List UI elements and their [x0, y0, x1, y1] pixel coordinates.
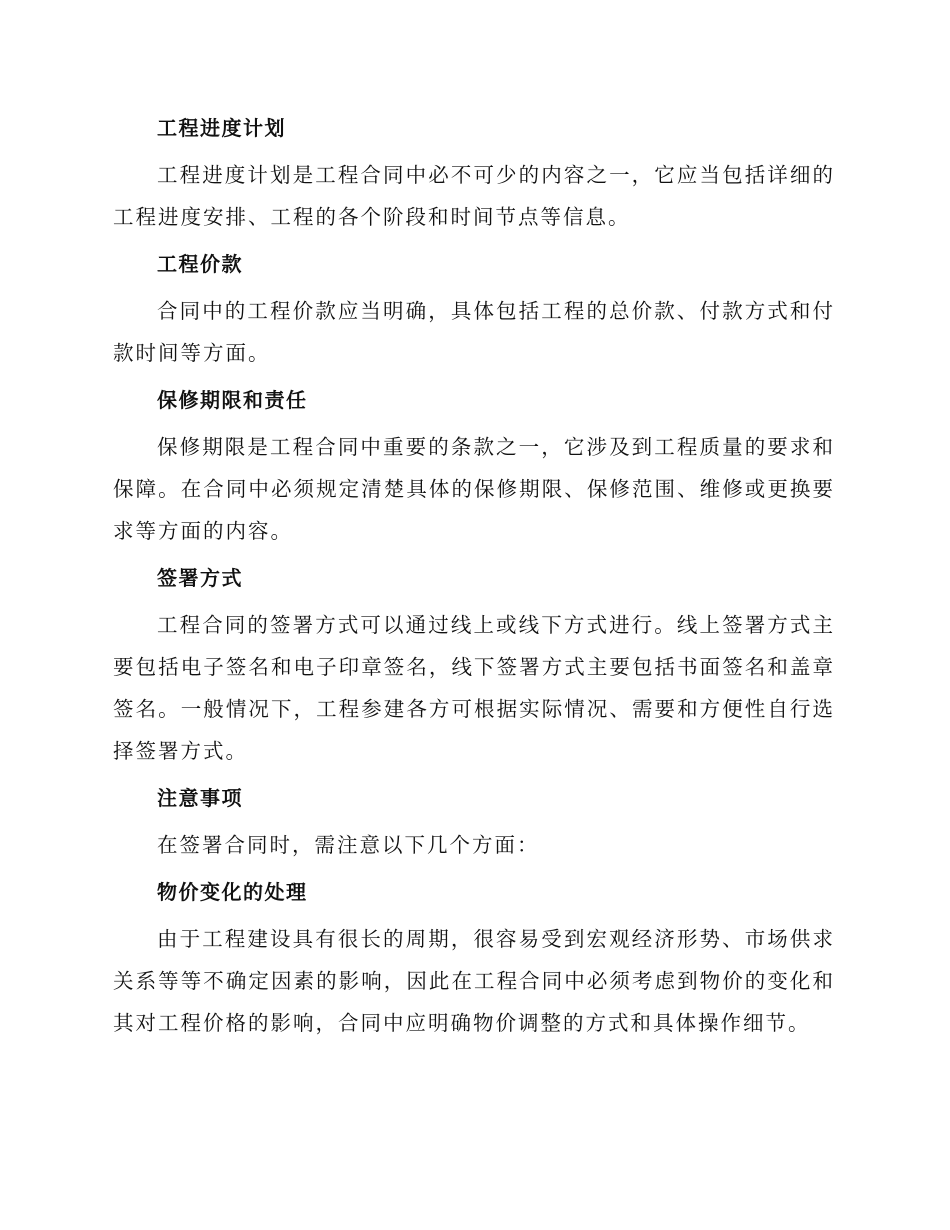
section-heading-signing: 签署方式 — [157, 566, 243, 590]
section-heading-price-change: 物价变化的处理 — [157, 880, 308, 904]
section-paragraph-price-change: 由于工程建设具有很长的周期，很容易受到宏观经济形势、市场供求关系等等不确定因素的影响，因此在工程合同中必须考虑到物价的变化和其对工程价格的影响，合同中应明确物价调整的方式和具体操作细节。 — [113, 927, 835, 1035]
section-paragraph-notes: 在签署合同时，需注意以下几个方面： — [157, 833, 540, 857]
section-paragraph-warranty: 保修期限是工程合同中重要的条款之一，它涉及到工程质量的要求和保障。在合同中必须规定清楚具体的保修期限、保修范围、维修或更换要求等方面的内容。 — [113, 435, 835, 543]
document-body — [113, 108, 835, 1044]
section-paragraph-price: 合同中的工程价款应当明确，具体包括工程的总价款、付款方式和付款时间等方面。 — [113, 299, 835, 365]
section-heading-warranty: 保修期限和责任 — [157, 388, 308, 412]
section-heading-schedule: 工程进度计划 — [157, 116, 286, 140]
section-paragraph-schedule: 工程进度计划是工程合同中必不可少的内容之一，它应当包括详细的工程进度安排、工程的各个阶段和时间节点等信息。 — [113, 163, 835, 229]
section-heading-price: 工程价款 — [157, 252, 243, 276]
section-paragraph-signing: 工程合同的签署方式可以通过线上或线下方式进行。线上签署方式主要包括电子签名和电子印章签名，线下签署方式主要包括书面签名和盖章签名。一般情况下，工程参建各方可根据实际情况、需要和方便性自行选择签署方式。 — [113, 613, 835, 763]
section-heading-notes: 注意事项 — [157, 786, 243, 810]
